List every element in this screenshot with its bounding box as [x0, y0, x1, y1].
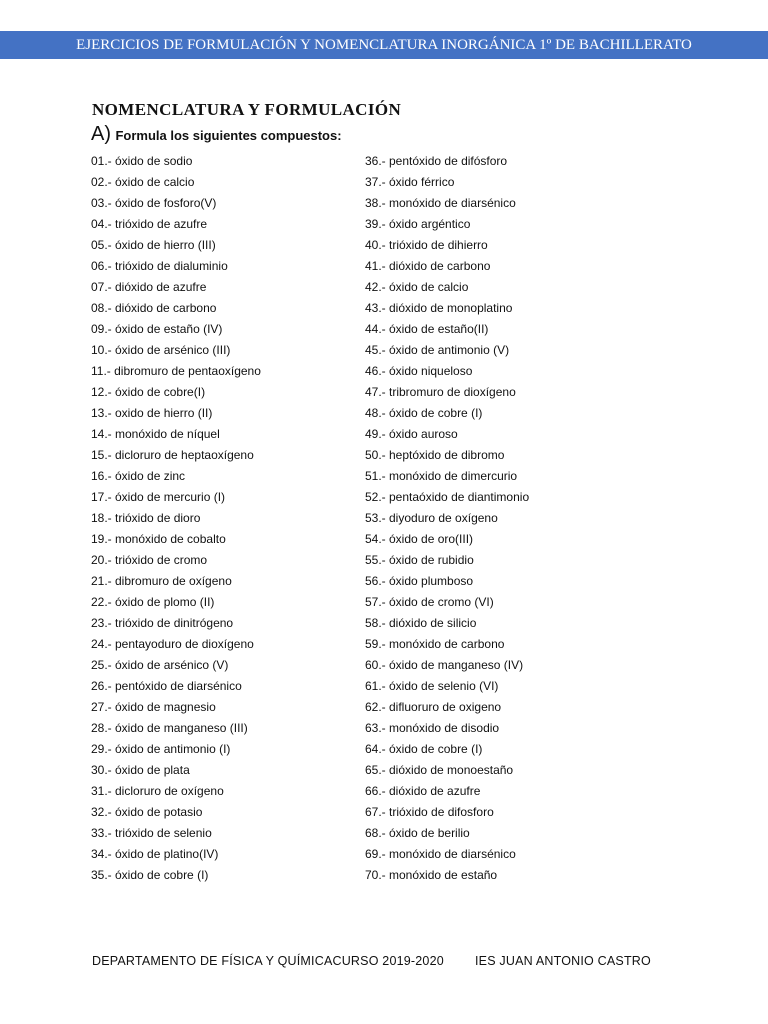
list-item: 35.- óxido de cobre (I)	[91, 868, 209, 882]
list-item: 04.- trióxido de azufre	[91, 217, 208, 231]
list-item: 17.- óxido de mercurio (I)	[91, 490, 226, 504]
list-item: 31.- dicloruro de oxígeno	[91, 784, 224, 798]
list-item: 24.- pentayoduro de dioxígeno	[91, 637, 254, 651]
list-item: 65.- dióxido de monoestaño	[365, 763, 514, 777]
list-item: 11.- dibromuro de pentaoxígeno	[91, 364, 261, 378]
list-item: 02.- óxido de calcio	[91, 175, 195, 189]
list-item: 63.- monóxido de disodio	[365, 721, 500, 735]
list-item: 43.- dióxido de monoplatino	[365, 301, 513, 315]
list-item: 12.- óxido de cobre(I)	[91, 385, 206, 399]
list-item: 05.- óxido de hierro (III)	[91, 238, 216, 252]
list-item: 26.- pentóxido de diarsénico	[91, 679, 242, 693]
list-item: 47.- tribromuro de dioxígeno	[365, 385, 516, 399]
footer-school: IES JUAN ANTONIO CASTRO	[475, 954, 651, 968]
list-item: 58.- dióxido de silicio	[365, 616, 477, 630]
exercise-list-left	[91, 151, 261, 886]
instruction	[91, 123, 342, 146]
list-item: 22.- óxido de plomo (II)	[91, 595, 215, 609]
list-item: 67.- trióxido de difosforo	[365, 805, 494, 819]
list-item: 53.- diyoduro de oxígeno	[365, 511, 498, 525]
list-item: 29.- óxido de antimonio (I)	[91, 742, 231, 756]
footer-department: DEPARTAMENTO DE FÍSICA Y QUÍMICACURSO 2019-2020	[92, 954, 444, 968]
list-item: 37.- óxido férrico	[365, 175, 455, 189]
list-item: 56.- óxido plumboso	[365, 574, 474, 588]
list-item: 59.- monóxido de carbono	[365, 637, 505, 651]
list-item: 48.- óxido de cobre (I)	[365, 406, 483, 420]
list-item: 14.- monóxido de níquel	[91, 427, 220, 441]
list-item: 45.- óxido de antimonio (V)	[365, 343, 510, 357]
list-item: 40.- trióxido de dihierro	[365, 238, 488, 252]
list-item: 21.- dibromuro de oxígeno	[91, 574, 232, 588]
list-item: 10.- óxido de arsénico (III)	[91, 343, 231, 357]
list-item: 07.- dióxido de azufre	[91, 280, 207, 294]
list-item: 09.- óxido de estaño (IV)	[91, 322, 223, 336]
list-item: 57.- óxido de cromo (VI)	[365, 595, 494, 609]
list-item: 51.- monóxido de dimercurio	[365, 469, 518, 483]
list-item: 42.- óxido de calcio	[365, 280, 469, 294]
list-item: 13.- oxido de hierro (II)	[91, 406, 213, 420]
list-item: 41.- dióxido de carbono	[365, 259, 491, 273]
list-item: 55.- óxido de rubidio	[365, 553, 474, 567]
list-item: 06.- trióxido de dialuminio	[91, 259, 228, 273]
list-item: 64.- óxido de cobre (I)	[365, 742, 483, 756]
instruction-text: Formula los siguientes compuestos:	[115, 128, 342, 143]
list-item: 49.- óxido auroso	[365, 427, 458, 441]
list-item: 33.- trióxido de selenio	[91, 826, 212, 840]
list-item: 27.- óxido de magnesio	[91, 700, 216, 714]
list-item: 36.- pentóxido de difósforo	[365, 154, 508, 168]
header-bar	[0, 31, 768, 59]
list-item: 66.- dióxido de azufre	[365, 784, 481, 798]
list-item: 61.- óxido de selenio (VI)	[365, 679, 499, 693]
list-item: 50.- heptóxido de dibromo	[365, 448, 505, 462]
list-item: 69.- monóxido de diarsénico	[365, 847, 516, 861]
list-item: 54.- óxido de oro(III)	[365, 532, 474, 546]
header-title: EJERCICIOS DE FORMULACIÓN Y NOMENCLATURA INORGÁNICA 1º DE BACHILLERATO	[76, 37, 692, 53]
list-item: 18.- trióxido de dioro	[91, 511, 201, 525]
list-item: 28.- óxido de manganeso (III)	[91, 721, 248, 735]
list-item: 03.- óxido de fosforo(V)	[91, 196, 217, 210]
list-item: 39.- óxido argéntico	[365, 217, 471, 231]
list-item: 08.- dióxido de carbono	[91, 301, 217, 315]
list-item: 68.- óxido de berilio	[365, 826, 470, 840]
list-item: 30.- óxido de plata	[91, 763, 190, 777]
list-item: 20.- trióxido de cromo	[91, 553, 208, 567]
list-item: 70.- monóxido de estaño	[365, 868, 498, 882]
list-item: 60.- óxido de manganeso (IV)	[365, 658, 524, 672]
list-item: 46.- óxido niqueloso	[365, 364, 473, 378]
instruction-letter: A)	[91, 123, 111, 145]
list-item: 32.- óxido de potasio	[91, 805, 203, 819]
list-item: 38.- monóxido de diarsénico	[365, 196, 516, 210]
section-title: NOMENCLATURA Y FORMULACIÓN	[92, 100, 402, 119]
list-item: 01.- óxido de sodio	[91, 154, 193, 168]
list-item: 16.- óxido de zinc	[91, 469, 186, 483]
list-item: 52.- pentaóxido de diantimonio	[365, 490, 530, 504]
list-item: 23.- trióxido de dinitrógeno	[91, 616, 234, 630]
list-item: 19.- monóxido de cobalto	[91, 532, 226, 546]
list-item: 62.- difluoruro de oxigeno	[365, 700, 502, 714]
exercise-list-right	[365, 151, 529, 886]
list-item: 15.- dicloruro de heptaoxígeno	[91, 448, 254, 462]
list-item: 34.- óxido de platino(IV)	[91, 847, 219, 861]
list-item: 25.- óxido de arsénico (V)	[91, 658, 229, 672]
list-item: 44.- óxido de estaño(II)	[365, 322, 489, 336]
